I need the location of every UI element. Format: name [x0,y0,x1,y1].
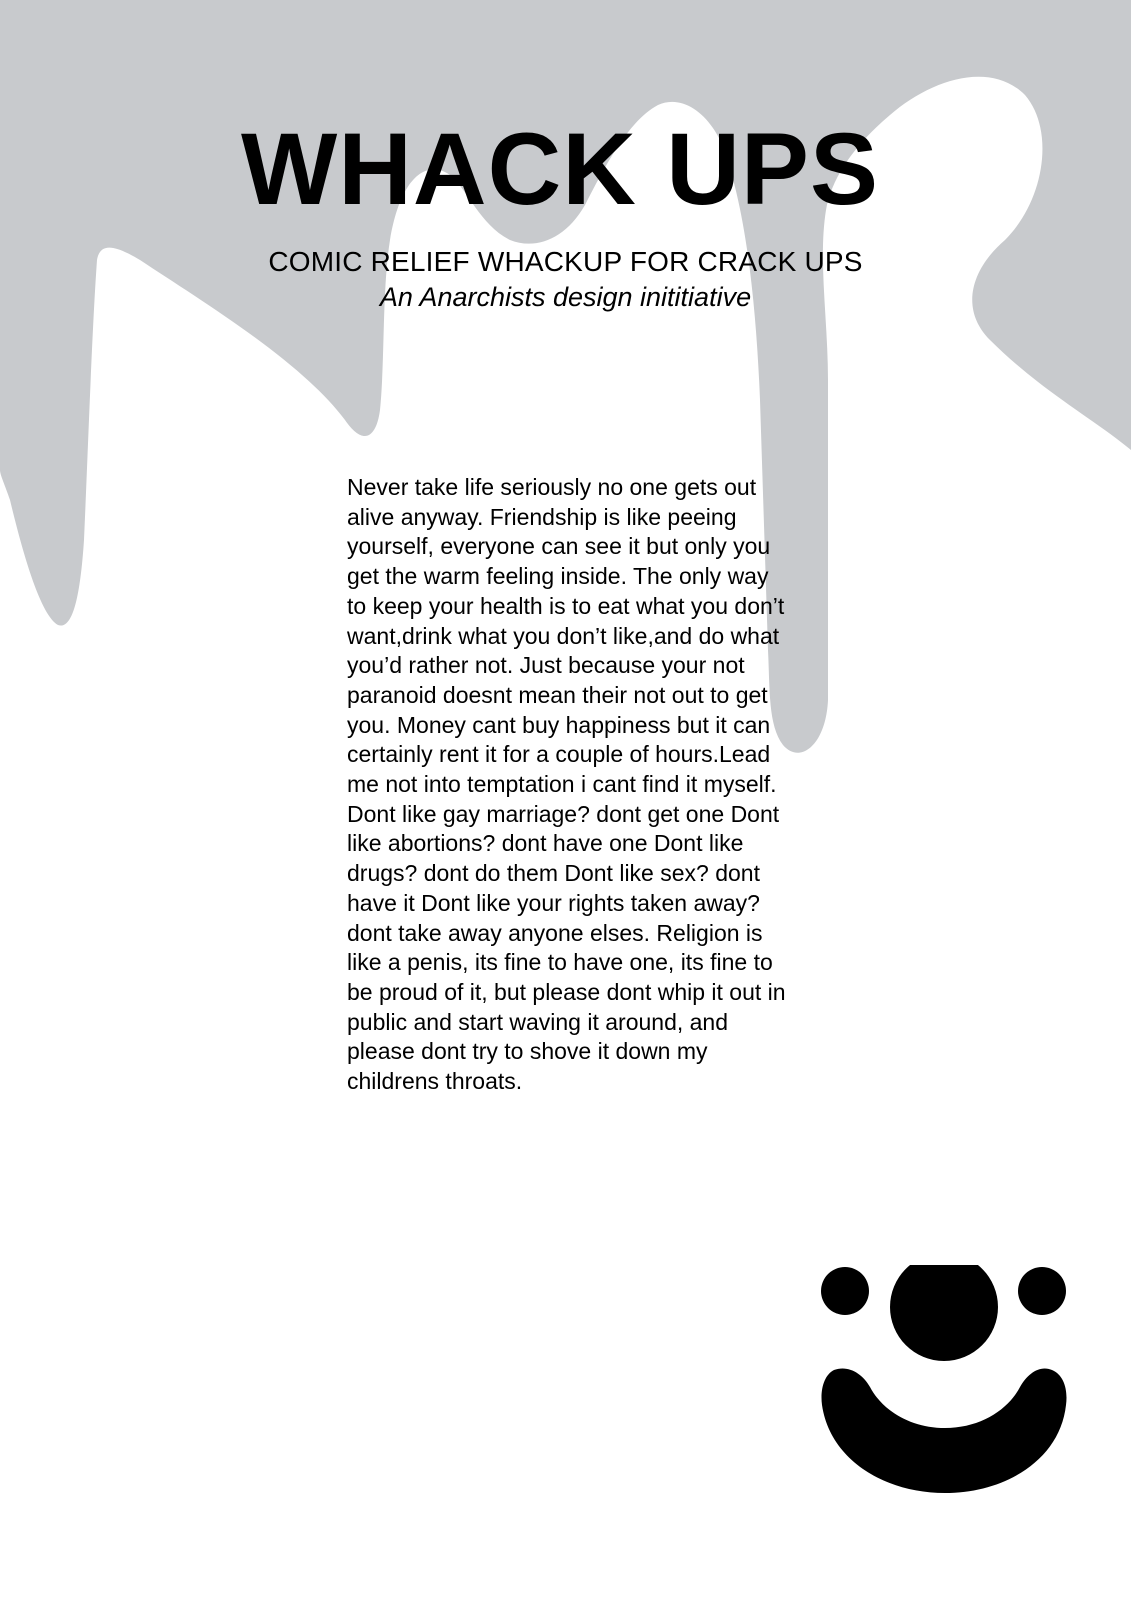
poster-tagline: An Anarchists design inititiative [379,282,752,312]
poster-title: WHACK UPS [241,112,879,226]
poster-subtitle: COMIC RELIEF WHACKUP FOR CRACK UPS [268,246,863,277]
poster-body-text: Never take life seriously no one gets out alive anyway. Friendship is like peeing yourself, everyone can see it but only you get the warm feeling inside. The only way to keep your health is to eat what you don’t want,drink what you don’t like,and do what you’d rather not. Just because your not paranoid doesnt mean their not out to get you. Money cant buy happiness but it can certainly rent it for a couple of hours.Lead me not into temptation i cant find it myself. Dont like gay marriage? dont get one Dont like abortions? dont have one Dont like drugs? dont do them Dont like sex? dont have it Dont like your rights taken away? dont take away anyone elses. Religion is like a penis, its fine to have one, its fine to be proud of it, but please dont whip it out in public and start waving it around, and please dont try to shove it down my childrens throats. [347,474,786,1095]
smiley-face-icon [820,1265,1070,1495]
